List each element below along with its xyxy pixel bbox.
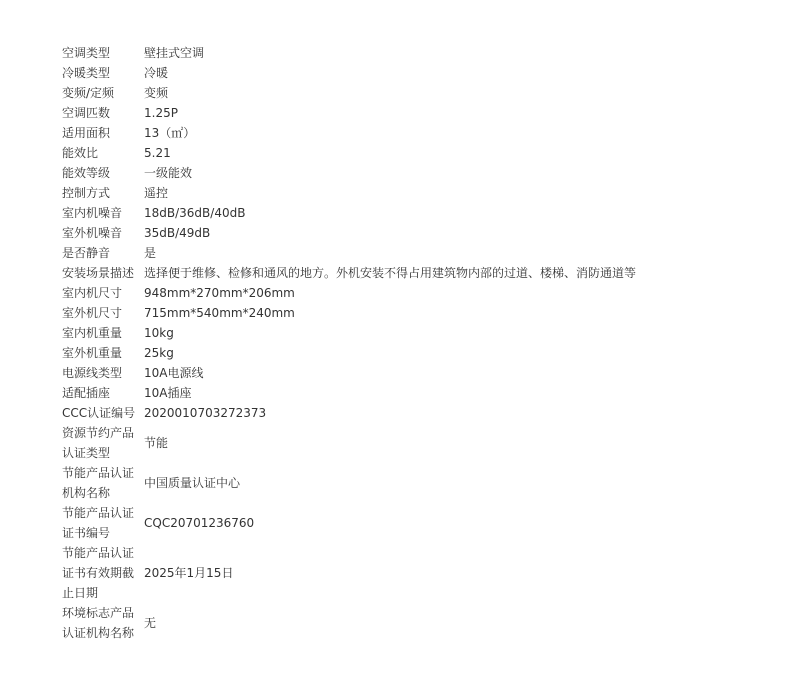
spec-row	[62, 303, 636, 323]
spec-row	[62, 143, 636, 163]
spec-value: 10kg	[144, 326, 174, 340]
spec-label: 节能产品认证证书有效期截止日期	[62, 546, 135, 600]
spec-label: 节能产品认证证书编号	[62, 506, 135, 540]
spec-label: 空调匹数	[62, 106, 111, 120]
spec-label: 适用面积	[62, 126, 111, 140]
spec-row	[62, 103, 636, 123]
spec-value: 中国质量认证中心	[144, 476, 241, 490]
spec-label: 能效等级	[62, 166, 111, 180]
spec-label: 适配插座	[62, 386, 111, 400]
spec-row	[62, 463, 636, 503]
spec-value: 2020010703272373	[144, 406, 267, 420]
spec-row	[62, 63, 636, 83]
spec-value: 壁挂式空调	[144, 46, 205, 60]
spec-value: 2025年1月15日	[144, 566, 234, 580]
spec-row	[62, 243, 636, 263]
spec-value: 18dB/36dB/40dB	[144, 206, 246, 220]
spec-label: 室内机尺寸	[62, 286, 123, 300]
spec-row	[62, 283, 636, 303]
spec-row	[62, 223, 636, 243]
spec-row	[62, 83, 636, 103]
spec-value: 13（㎡）	[144, 126, 196, 140]
spec-label: 控制方式	[62, 186, 111, 200]
spec-label: 电源线类型	[62, 366, 123, 380]
spec-value: 25kg	[144, 346, 174, 360]
spec-row	[62, 383, 636, 403]
spec-value: 冷暖	[144, 66, 169, 80]
spec-label: 节能产品认证机构名称	[62, 466, 135, 500]
spec-label: 室外机噪音	[62, 226, 123, 240]
spec-label: 室外机重量	[62, 346, 123, 360]
spec-label: 室内机重量	[62, 326, 123, 340]
spec-label: 空调类型	[62, 46, 111, 60]
spec-value: 选择便于维修、检修和通风的地方。外机安装不得占用建筑物内部的过道、楼梯、消防通道等	[144, 266, 637, 280]
spec-value: 715mm*540mm*240mm	[144, 306, 295, 320]
spec-value: 是	[144, 246, 157, 260]
spec-row	[62, 603, 636, 643]
spec-value: CQC20701236760	[144, 516, 255, 530]
spec-label: 资源节约产品认证类型	[62, 426, 135, 460]
spec-row	[62, 43, 636, 63]
spec-label: 环境标志产品认证机构名称	[62, 606, 135, 640]
spec-value: 一级能效	[144, 166, 193, 180]
spec-value: 遥控	[144, 186, 169, 200]
spec-label: 室内机噪音	[62, 206, 123, 220]
spec-row	[62, 183, 636, 203]
spec-row	[62, 123, 636, 143]
spec-row	[62, 203, 636, 223]
spec-label: 变频/定频	[62, 86, 115, 100]
spec-label: 冷暖类型	[62, 66, 111, 80]
spec-row	[62, 343, 636, 363]
spec-row	[62, 363, 636, 383]
spec-value: 5.21	[144, 146, 171, 160]
spec-label: 能效比	[62, 146, 99, 160]
spec-label: 安装场景描述	[62, 266, 135, 280]
spec-row	[62, 543, 636, 603]
spec-value: 35dB/49dB	[144, 226, 211, 240]
spec-value: 10A电源线	[144, 366, 204, 380]
spec-table	[62, 43, 636, 643]
spec-label: CCC认证编号	[62, 406, 136, 420]
spec-row	[62, 163, 636, 183]
spec-value: 变频	[144, 86, 169, 100]
spec-row	[62, 263, 636, 283]
spec-value: 节能	[144, 436, 169, 450]
spec-value: 948mm*270mm*206mm	[144, 286, 295, 300]
spec-label: 是否静音	[62, 246, 111, 260]
spec-row	[62, 503, 636, 543]
spec-value: 1.25P	[144, 106, 178, 120]
spec-row	[62, 403, 636, 423]
spec-value: 无	[144, 616, 157, 630]
spec-row	[62, 423, 636, 463]
spec-value: 10A插座	[144, 386, 192, 400]
spec-label: 室外机尺寸	[62, 306, 123, 320]
spec-row	[62, 323, 636, 343]
